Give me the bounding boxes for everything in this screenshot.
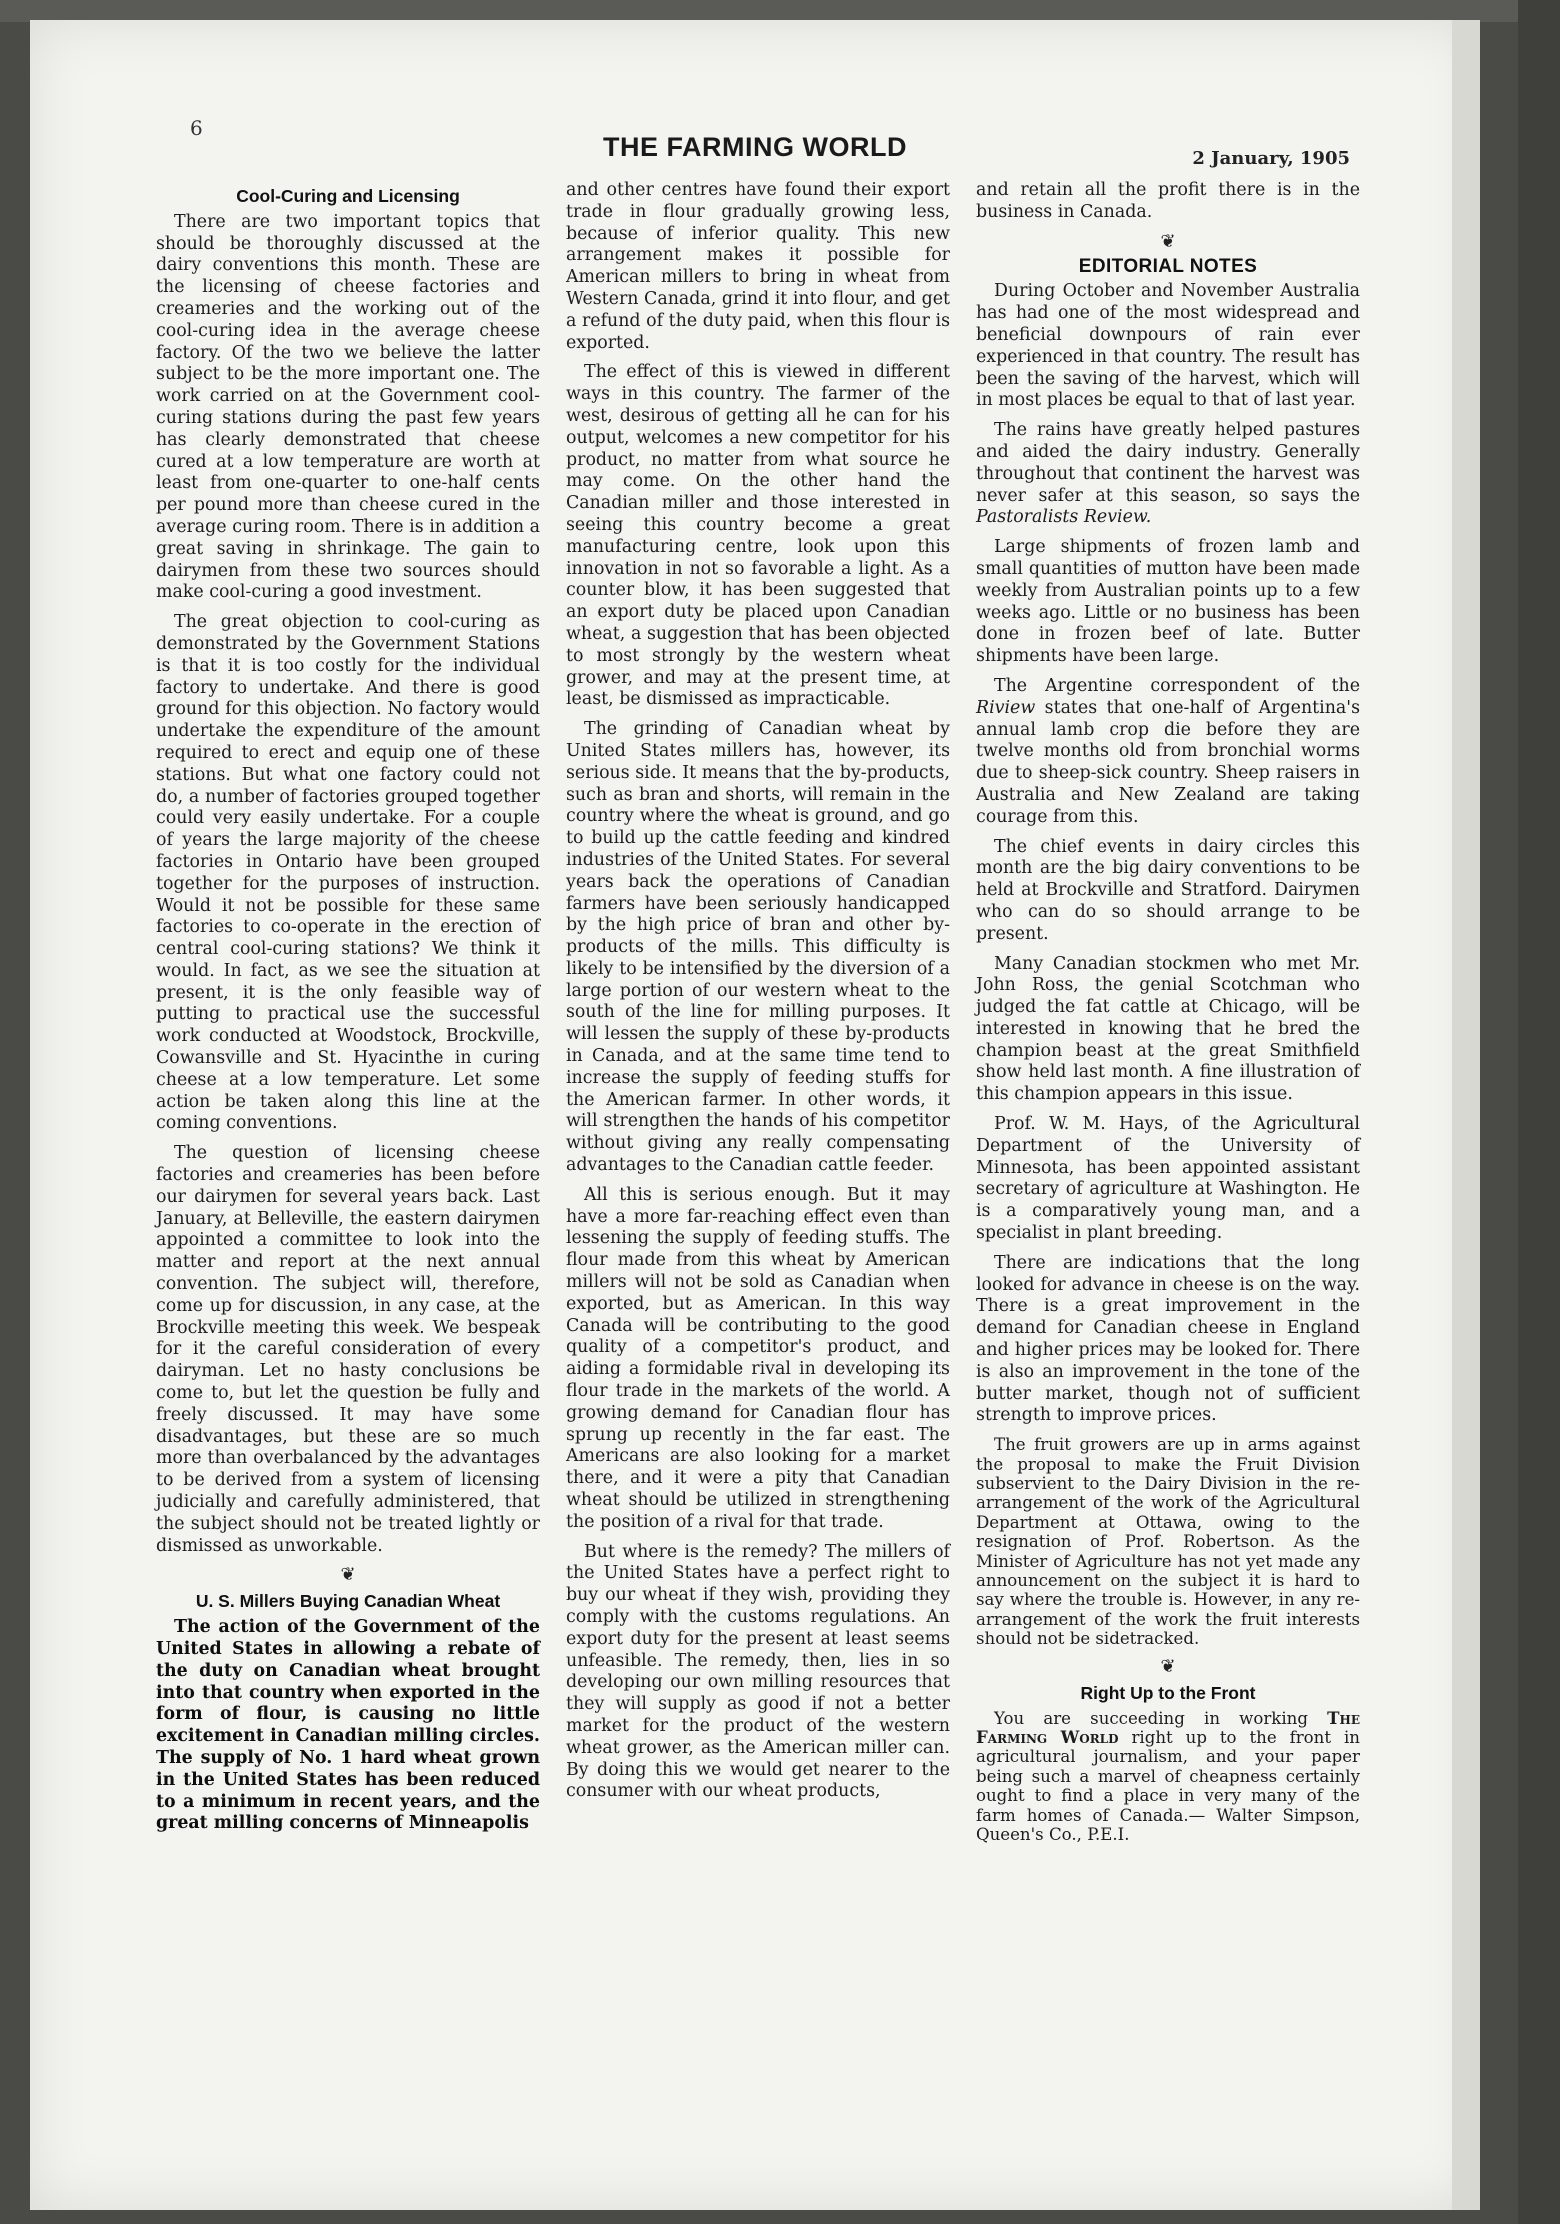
- page-edge-shadow: [1452, 20, 1480, 2210]
- column-2: [566, 180, 950, 1811]
- italic-title: Pastoralists Review.: [976, 507, 1152, 528]
- paragraph: Prof. W. M. Hays, of the Agricultural Department of the University of Minnesota, has been appointed assistant secretary of agriculture at Washington. He is a comparatively young man, and a specialist in plant breeding.: [976, 1114, 1360, 1244]
- article-title-millers: U. S. Millers Buying Canadian Wheat: [195, 1591, 501, 1612]
- paragraph: Many Canadian stockmen who met Mr. John Ross, the genial Scotchman who judged the fat cattle at Chicago, will be interested in knowing that he bred the champion beast at the great Smithfield show held last month. A fine illustration of this champion appears in this issue.: [976, 953, 1360, 1105]
- section-ornament: ❦: [1160, 230, 1176, 252]
- paragraph: The great objection to cool-curing as demonstrated by the Government Stations is that it is too costly for the individual factory to undertake. And there is good ground for this objection. No factory would undertake the expenditure of the amount required to erect and equip one of these stations. But what one factory could not do, a number of factories grouped together could very easily undertake. For a couple of years the large majority of the cheese factories in Ontario have been grouped together for the purposes of instruction. Would it not be possible for these same factories to co-operate in the erection of central cool-curing stations? We think it would. In fact, as we see the situation at present, it is the only feasible way of putting to practical use the successful work conducted at Woodstock, Brockville, Cowansville and St. Hyacinthe in curing cheese at a low temperature. Let some action be taken along this line at the coming conventions.: [156, 612, 540, 1134]
- scan-top-margin: [0, 0, 1560, 22]
- column-3: [976, 180, 1360, 1852]
- paragraph: All this is serious enough. But it may have a more far-reaching effect even than lessening the supply of feeding stuffs. The flour made from this wheat by American millers will not be sold as Canadian when exported, but as American. In this way Canada will be contributing to the good quality of a competitor's product, and aiding a formidable rival in developing its flour trade in the markets of the world. A growing demand for Canadian flour has sprung up recently in the far east. The Americans are also looking for a market there, and it were a pity that Canadian wheat should be utilized in strengthening the position of a rival for that trade.: [566, 1184, 950, 1532]
- paragraph: [976, 676, 1360, 829]
- text-run: right up to the front in agricultural journalism, and your paper being such a marvel of cheapness certainly ought to find a place in very many of the farm homes of Canada.— Walter Simpson, Queen's Co., P.E.I.: [976, 1727, 1360, 1844]
- scan-right-margin: [1518, 0, 1560, 2224]
- paragraph: During October and November Australia has had one of the most widespread and beneficial downpours of rain ever experienced in that country. The result has been the saving of the harvest, which will in most places be equal to that of last year.: [976, 281, 1360, 411]
- paragraph: The action of the Government of the United States in allowing a rebate of the duty on Canadian wheat brought into that country when exported in the form of flour, is causing no little excitement in Canadian milling circles. The supply of No. 1 hard wheat grown in the United States has been reduced to a minimum in recent years, and the great milling concerns of Minneapolis: [156, 1617, 540, 1834]
- text-run: The rains have greatly helped pastures and aided the dairy industry. Generally throughout that continent the harvest was never safer at this season, so says the: [976, 420, 1360, 506]
- issue-date: 2 January, 1905: [1192, 148, 1350, 169]
- paragraph: The fruit growers are up in arms against the proposal to make the Fruit Division subservient to the Dairy Division in the re-arrangement of the work of the Agricultural Department at Ottawa, owing to the resignation of Prof. Robertson. As the Minister of Agriculture has not yet made any announcement on the subject it is hard to say where the trouble is. However, in any re-arrangement of the work the fruit interests should not be sidetracked.: [976, 1435, 1360, 1649]
- paragraph: Large shipments of frozen lamb and small quantities of mutton have been made weekly from Australian points up to a few weeks ago. Little or no business has been done in frozen beef of late. Butter shipments have been large.: [976, 537, 1360, 667]
- column-1: [156, 180, 540, 1843]
- text-run: You are succeeding in working: [994, 1708, 1328, 1728]
- page-header: [30, 20, 1480, 170]
- paragraph-continued: and retain all the profit there is in the business in Canada.: [976, 180, 1360, 222]
- paragraph-continued: and other centres have found their export trade in flour gradually growing less, because of inferior quality. This new arrangement makes it possible for American millers to bring in wheat from Western Canada, grind it into flour, and get a refund of the duty paid, when this flour is exported.: [566, 180, 950, 353]
- article-title-right-up-front: Right Up to the Front: [1080, 1682, 1256, 1703]
- newspaper-page: [30, 20, 1480, 2210]
- paragraph: But where is the remedy? The millers of the United States have a perfect right to buy our wheat if they wish, providing they comply with the customs regulations. An export duty for the present at least seems unfeasible. The remedy, then, lies in so developing our own milling resources that they will supply as good if not a better market for the product of the western wheat grower, as the American miller can. By doing this we would get nearer to the consumer with our wheat products,: [566, 1541, 950, 1802]
- section-ornament: ❦: [1160, 1655, 1176, 1677]
- small-caps-title: The Farming World: [976, 1707, 1360, 1747]
- paragraph: The question of licensing cheese factories and creameries has been before our dairymen for several years back. Last January, at Belleville, the eastern dairymen appointed a committee to look into the matter and report at the next annual convention. The subject will, therefore, come up for discussion, in any case, at the Brockville meeting this week. We bespeak for it the careful consideration of every dairyman. Let no hasty conclusions be come to, but let the question be fully and freely discussed. It may have some disadvantages, but these are so much more than overbalanced by the advantages to be derived from a system of licensing judicially and carefully administered, that the subject should not be treated lightly or dismissed as unworkable.: [156, 1143, 540, 1556]
- italic-title: Riview: [976, 697, 1036, 718]
- paragraph: There are indications that the long looked for advance in cheese is on the way. There is a great improvement in the demand for Canadian cheese in England and higher prices may be looked for. There is also an improvement in the tone of the butter market, though not of sufficient strength to improve prices.: [976, 1252, 1360, 1426]
- paragraph: The effect of this is viewed in different ways in this country. The farmer of the west, desirous of getting all he can for his output, welcomes a new competitor for his product, no matter from what source he may come. On the other hand the Canadian miller and those interested in seeing this country become a great manufacturing centre, look upon this innovation in not so favorable a light. As a counter blow, it has been suggested that an export duty be placed upon Canadian wheat, a suggestion that has been objected to most strongly by the western wheat grower, and may at the present time, at least, be dismissed as impracticable.: [566, 362, 950, 710]
- masthead-title: THE FARMING WORLD: [603, 132, 907, 162]
- section-ornament: ❦: [340, 1564, 356, 1586]
- paragraph: The chief events in dairy circles this month are the big dairy conventions to be held at Brockville and Stratford. Dairymen who can do so should arrange to be present.: [976, 836, 1360, 944]
- article-title-cool-curing: Cool-Curing and Licensing: [236, 186, 460, 206]
- paragraph: [976, 420, 1360, 529]
- page-number: 6: [190, 116, 203, 140]
- text-run: states that one-half of Argentina's annual lamb crop die before they are twelve months old from bronchial worms due to sheep-sick country. Sheep raisers in Australia and New Zealand are taking courage from this.: [976, 697, 1360, 827]
- article-title-editorial-notes: EDITORIAL NOTES: [1078, 255, 1258, 277]
- paragraph: [976, 1709, 1360, 1845]
- text-run: The Argentine correspondent of the: [994, 675, 1360, 696]
- paragraph: The grinding of Canadian wheat by United States millers has, however, its serious side. It means that the by-products, such as bran and shorts, will remain in the country where the wheat is ground, and go to build up the cattle feeding and kindred industries of the United States. For several years back the operations of Canadian farmers have been seriously handicapped by the high price of bran and other by-products of the mills. This difficulty is likely to be intensified by the diversion of a large portion of our western wheat to the south of the line for milling purposes. It will lessen the supply of these by-products in Canada, and at the same time tend to increase the supply of feeding stuffs for the American farmer. In other words, it will strengthen the hands of his competitor without giving any really compensating advantages to the Canadian cattle feeder.: [566, 719, 950, 1176]
- paragraph: There are two important topics that should be thoroughly discussed at the dairy conventions this month. These are the licensing of cheese factories and creameries and the working out of the cool-curing idea in the average cheese factory. Of the two we believe the latter subject to be the more important one. The work carried on at the Government cool-curing stations during the past few years has clearly demonstrated that cheese cured at a low temperature are worth at least from one-quarter to one-half cents per pound more than cheese cured in the average curing room. There is in addition a great saving in shrinkage. The gain to dairymen from these two sources should make cool-curing a good investment.: [156, 211, 540, 603]
